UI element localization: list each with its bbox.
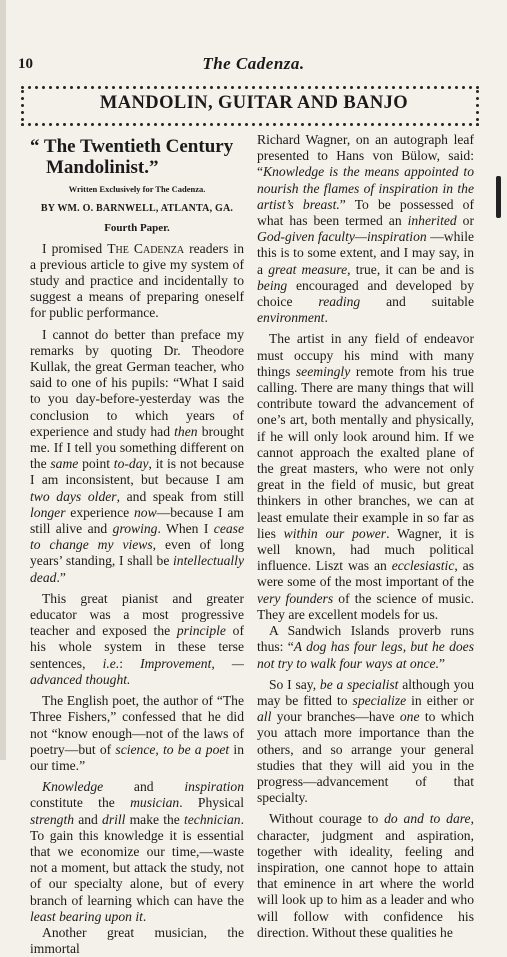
paragraph: I cannot do better than preface my remarks by quoting Dr. Theodore Kullak, the great German teacher, who said to one of his pupils: “What I said to you day-before-yesterday was the conclusion to which years of experience and study had then brought me. If I tell you something different on the same point to-day, it is not because I am inconsistent, but because I am two days older, and speak from still longer experience now—because I am still alive and growing. When I cease to change my views, even of long years’ standing, I shall be intellectually dead.” [30, 326, 245, 585]
written-for: Written Exclusively for The Cadenza. [68, 184, 206, 194]
paper-line: Fourth Paper. [104, 222, 170, 235]
binding-mark [496, 176, 501, 218]
page-number: 10 [18, 56, 33, 72]
paragraph: Richard Wagner, on an autograph leaf presented to Hans von Bülow, said: “Knowledge is the means appointed to nourish the flames of inspiration in the artist’s breast.” To be possessed of what has been termed an inherited or God-given faculty—inspiration —while this is to some extent, and I may say, in a great measure, true, it can be and is being encouraged and developed by choice reading and suitable environment. [257, 132, 474, 326]
article-title: “ The Twentieth Century Mandolinist.” [30, 136, 234, 178]
section-title: MANDOLIN, GUITAR AND BANJO [99, 93, 409, 113]
paragraph: So I say, be a specialist although you may be fitted to specialize in either or all your branches—have one to which you attach more importance than the others, and so arrange your general studies that they will aid you in the progress—advancement of that specialty. [257, 676, 474, 806]
paragraph: The English poet, the author of “The Three Fishers,” confessed that he did not “know enough—not of the laws of poetry—but of science, to be a poet in our time.” [30, 693, 244, 773]
paragraph: The artist in any field of endeavor must occupy his mind with many things seemingly remote from his true calling. There are many things that will contribute toward the advancement of one’s art, both mentally and physically, if he will only look around him. If we cannot approach the exalted plane of the great masters, who were not only great in the field of music, but great thinkers in other branches, we can at least emulate their example in so far as lies within our power. Wagner, it is well known, had much political influence. Liszt was an ecclesiastic, as were some of the most important of the very founders of the science of music. They are excellent models for us. [257, 331, 474, 622]
paragraph: A Sandwich Islands proverb runs thus: “A dog has four legs, but he does not try to walk four ways at once.” [257, 623, 475, 671]
column-left [30, 132, 244, 957]
paragraph: Without courage to do and to dare, character, judgment and aspiration, together with ideality, feeling and inspiration, one cannot hope to attain that eminence in art where the world will look up to him as a leader and who will follow with confidence his direction. Without these qualities he [257, 811, 474, 940]
author-line: BY WM. O. BARNWELL, ATLANTA, GA. [40, 203, 234, 215]
page-edge [0, 0, 6, 760]
magazine-title: The Cadenza. [202, 54, 305, 73]
border-bottom [19, 121, 481, 128]
border-top [19, 84, 481, 91]
border-left [19, 88, 26, 126]
paragraph: I promised The Cadenza readers in a previous article to give my system of study and practice and incidentally to suggest a means of preparing oneself for public performance. [30, 240, 244, 321]
paragraph: This great pianist and greater educator was a most progressive teacher and exposed the principle of his whole system in these terse sentences, i.e.: Improvement, —advanced thought. [30, 590, 244, 687]
column-right [257, 132, 474, 941]
paragraph: Knowledge and inspiration constitute the musician. Physical strength and drill make the technician. To gain this knowledge it is essential that we economize our time,—waste not a moment, but attack the study, not of our specialty alone, but of every branch of learning which can have the least bearing upon it. [30, 779, 244, 924]
paragraph: Another great musician, the immortal [30, 924, 244, 957]
